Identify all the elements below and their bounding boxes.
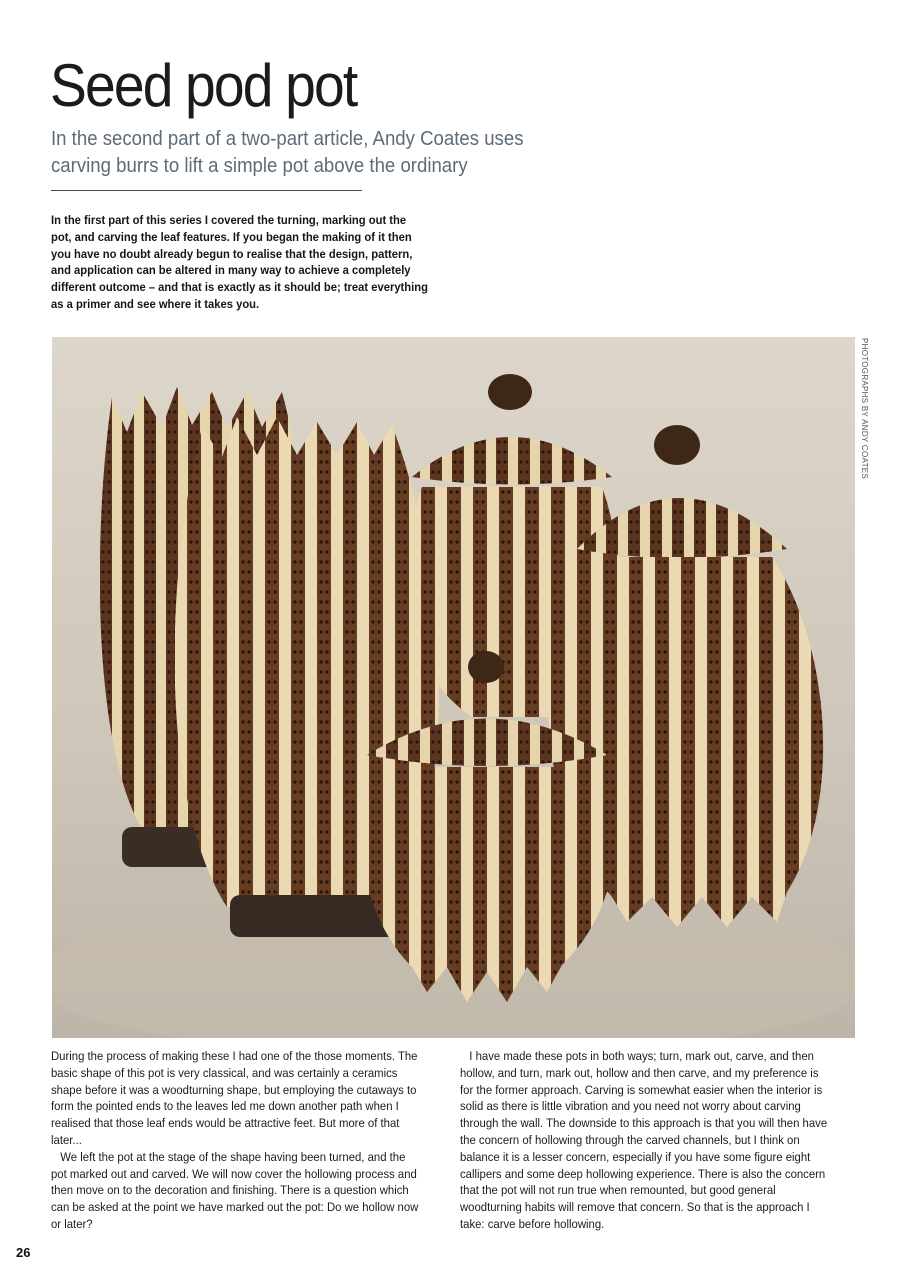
seed-pod-pots-photo: [52, 337, 855, 1038]
article-subtitle: In the second part of a two-part article, Andy Coates uses carving burrs to lift a simple pot above the ordinary: [51, 128, 524, 177]
body-paragraph: We left the pot at the stage of the shape having been turned, and the pot marked out and carved. We will now cover the hollowing process and then move on to the decoration and finishing. There is a question which can be asked at the point we have marked out the pot: Do we hollow now or later?: [51, 1149, 419, 1231]
article-title: Seed pod pot: [50, 52, 357, 119]
page-number: 26: [16, 1245, 31, 1260]
standfirst: In the first part of this series I covered the turning, marking out the pot, and carving the leaf features. If you began the making of it then you have no doubt already begun to realise that the design, pattern, and application can be altered in many way to achieve a completely different outcome – and that is exactly as it should be; treat everything as a primer and see where it takes you.: [51, 213, 428, 311]
body-paragraph: During the process of making these I had one of the those moments. The basic shape of this pot is very classical, and was certainly a ceramics shape before it was a woodturning shape, but employing the cutaways to form the pointed ends to the leaves led me down another path when I realised that those leaf ends would be attractive feet. But more of that later...: [51, 1049, 418, 1147]
body-paragraph: I have made these pots in both ways; turn, mark out, carve, and then hollow, and turn, mark out, hollow and then carve, and my preference is for the former approach. Carving is somewhat easier when the interior is solid as there is little vibration and you need not worry about carving through the wall. The downside to this approach is that you will then have the concern of hollowing through the carved channels, but I think on balance it is a lesser concern, especially if you have some figure eight callipers and some deep hollowing experience. There is also the concern that the pot will not run true when remounted, but good general woodturning habits will remove that concern. So that is the approach I take: carve before hollowing.: [460, 1049, 828, 1231]
title-divider: [51, 190, 362, 191]
body-column-left: [51, 1048, 418, 1233]
body-column-right: [460, 1048, 827, 1233]
photo-credit: PHOTOGRAPHS BY ANDY COATES: [860, 338, 869, 480]
